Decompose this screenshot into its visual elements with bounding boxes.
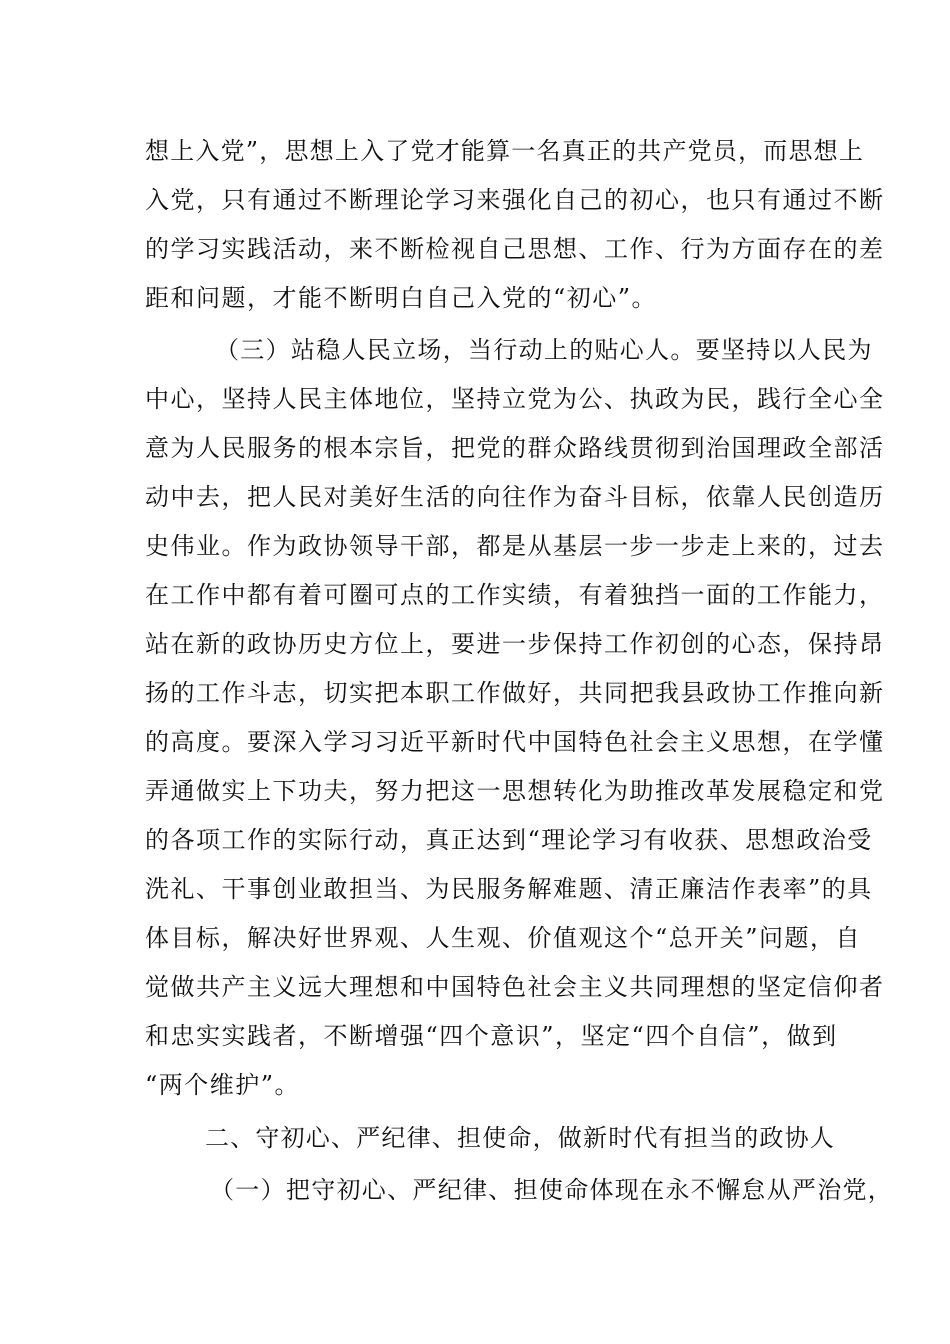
- text-line: 距和问题，才能不断明白自己入党的“初心”。: [145, 284, 658, 312]
- text-line: 扬的工作斗志，切实把本职工作做好，共同把我县政协工作推向新: [145, 679, 885, 707]
- text-line: 的高度。要深入学习习近平新时代中国特色社会主义思想，在学懂: [145, 728, 885, 756]
- text-line: 觉做共产主义远大理想和中国特色社会主义共同理想的坚定信仰者: [145, 973, 885, 1001]
- text-line: 入党，只有通过不断理论学习来强化自己的初心，也只有通过不断: [145, 186, 885, 214]
- text-line: 弄通做实上下功夫，努力把这一思想转化为助推改革发展稳定和党: [145, 777, 885, 805]
- text-line: 体目标，解决好世界观、人生观、价值观这个“总开关”问题，自: [145, 924, 862, 952]
- text-line: 站在新的政协历史方位上，要进一步保持工作初创的心态，保持昂: [145, 630, 885, 658]
- section-heading: 二、守初心、严纪律、担使命，做新时代有担当的政协人: [205, 1124, 835, 1152]
- text-line: 在工作中都有着可圈可点的工作实绩，有着独挡一面的工作能力，: [145, 581, 885, 609]
- text-line: “两个维护”。: [145, 1071, 301, 1099]
- text-line: 意为人民服务的根本宗旨，把党的群众路线贯彻到治国理政全部活: [145, 434, 885, 462]
- text-line: 和忠实实践者，不断增强“四个意识”，坚定“四个自信”，做到: [145, 1022, 838, 1050]
- text-line: 洗礼、干事创业敢担当、为民服务解难题、清正廉洁作表率”的具: [145, 875, 873, 903]
- text-line: 的各项工作的实际行动，真正达到“理论学习有收获、思想政治受: [145, 826, 873, 854]
- text-line: 中心，坚持人民主体地位，坚持立党为公、执政为民，践行全心全: [145, 385, 885, 413]
- text-line: 动中去，把人民对美好生活的向往作为奋斗目标，依靠人民创造历: [145, 483, 885, 511]
- text-line: 的学习实践活动，来不断检视自己思想、工作、行为方面存在的差: [145, 235, 885, 263]
- text-line: 史伟业。作为政协领导干部，都是从基层一步一步走上来的，过去: [145, 532, 885, 560]
- paragraph-heading-line: （一）把守初心、严纪律、担使命体现在永不懈怠从严治党，: [210, 1176, 894, 1204]
- paragraph-heading-line: （三）站稳人民立场，当行动上的贴心人。要坚持以人民为: [215, 336, 873, 364]
- text-line: 想上入党”，思想上入了党才能算一名真正的共产党员，而思想上: [145, 137, 865, 165]
